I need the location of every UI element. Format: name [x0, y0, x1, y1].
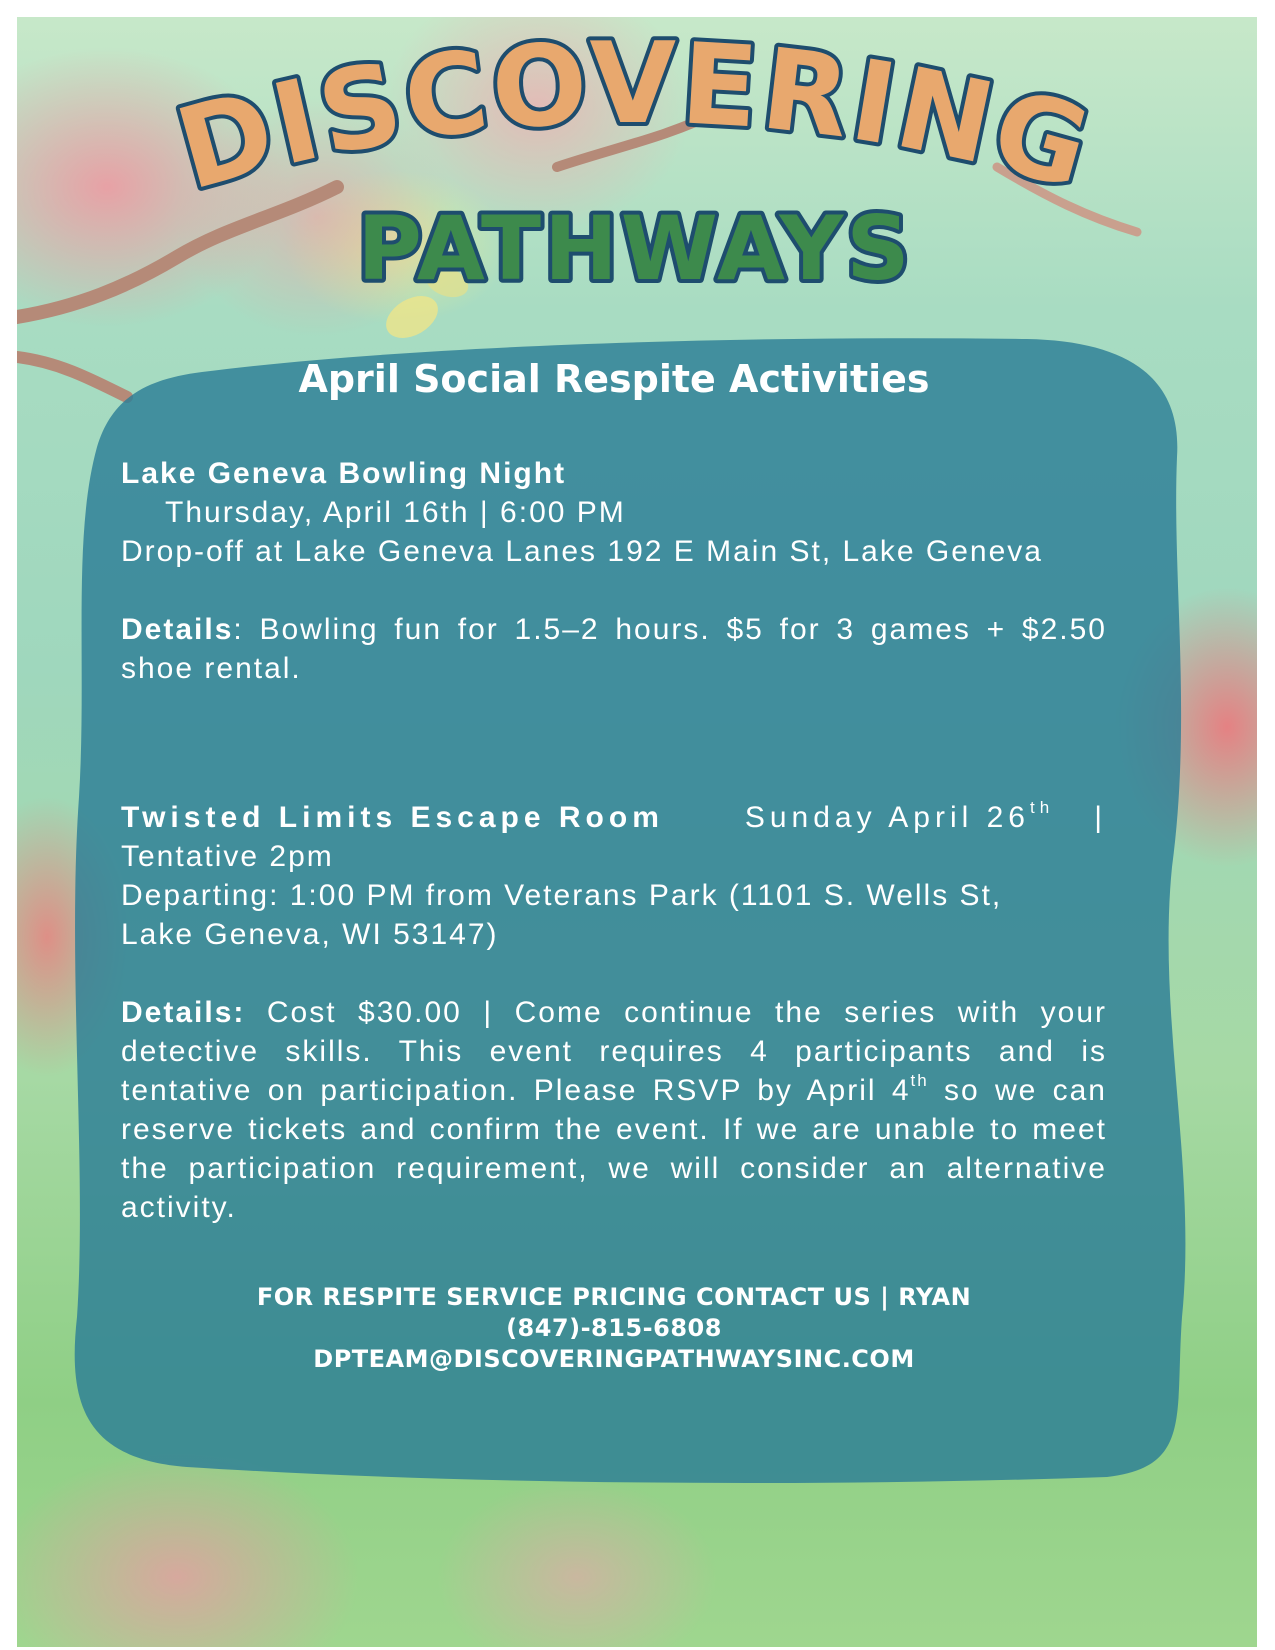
event-title: Twisted Limits Escape Room	[121, 801, 664, 834]
details-text-2: so we can reserve tickets and confirm the event. If we are unable to meet the participation requirement, we will consider an alternative activity.	[121, 1074, 1107, 1224]
event-bowling	[121, 454, 1107, 688]
contact-phone: (847)-815-6808	[506, 1314, 722, 1342]
event-header-row	[121, 798, 1107, 837]
event-escape-room	[121, 798, 1107, 1227]
brand-title-line2: PATHWAYS	[357, 197, 913, 300]
event-details	[121, 610, 1107, 688]
date-separator: |	[1094, 801, 1107, 834]
event-time: Tentative 2pm	[121, 840, 334, 873]
date-suffix: th	[1030, 798, 1055, 817]
details-text-1: Cost $30.00 | Come continue the series with your detective skills. This event requires 4 participants and is tentative on participation. Please RSVP by April 4	[121, 996, 1107, 1107]
event-departing-line2: Lake Geneva, WI 53147)	[121, 918, 499, 951]
event-datetime	[745, 798, 1107, 837]
contact-line: FOR RESPITE SERVICE PRICING CONTACT US | RYAN	[256, 1283, 972, 1311]
rsvp-date-suffix: th	[910, 1071, 929, 1090]
page-title: April Social Respite Activities	[298, 357, 930, 401]
brand-logo	[17, 17, 1257, 317]
contact-email: DPTEAM@DISCOVERINGPATHWAYSINC.COM	[313, 1345, 915, 1373]
event-title: Lake Geneva Bowling Night	[121, 457, 567, 490]
details-text: : Bowling fun for 1.5–2 hours. $5 for 3 games + $2.50 shoe rental.	[121, 613, 1107, 685]
event-details	[121, 993, 1107, 1227]
flyer-background	[17, 17, 1257, 1647]
details-label: Details:	[121, 996, 246, 1029]
event-location: Drop-off at Lake Geneva Lanes 192 E Main St, Lake Geneva	[121, 535, 1043, 568]
event-departing-line1: Departing: 1:00 PM from Veterans Park (1101 S. Wells St,	[121, 879, 1003, 912]
details-label: Details	[121, 613, 234, 646]
contact-info	[121, 1282, 1107, 1375]
brand-title-line1: DISCOVERING	[164, 18, 1106, 216]
event-datetime: Thursday, April 16th | 6:00 PM	[165, 496, 626, 529]
event-date: Sunday April 26	[744, 801, 1030, 834]
